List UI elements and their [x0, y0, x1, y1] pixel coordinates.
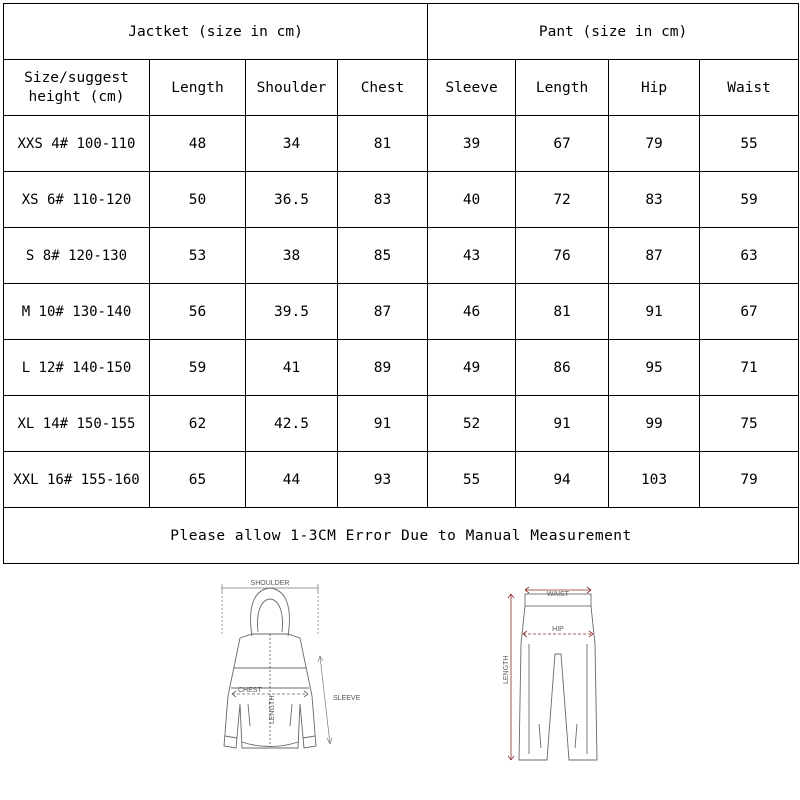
- table-cell: 40: [428, 172, 516, 228]
- table-cell: 38: [246, 228, 338, 284]
- size-header-line1: Size/suggest: [24, 69, 129, 86]
- shoulder-label: SHOULDER: [250, 580, 290, 587]
- table-cell: 48: [150, 116, 246, 172]
- column-header: Hip: [609, 60, 700, 116]
- table-cell: 93: [338, 452, 428, 508]
- table-cell: 95: [609, 340, 700, 396]
- table-cell: 62: [150, 396, 246, 452]
- table-row: [4, 340, 799, 396]
- table-cell: 87: [338, 284, 428, 340]
- table-cell: 91: [338, 396, 428, 452]
- column-header: Length: [516, 60, 609, 116]
- table-cell: 94: [516, 452, 609, 508]
- size-chart-table: [3, 3, 799, 564]
- table-cell: 76: [516, 228, 609, 284]
- table-row: [4, 228, 799, 284]
- table-row: [4, 452, 799, 508]
- column-header-row: [4, 60, 799, 116]
- table-cell: 103: [609, 452, 700, 508]
- table-cell: 83: [338, 172, 428, 228]
- column-header: Sleeve: [428, 60, 516, 116]
- table-cell: 53: [150, 228, 246, 284]
- table-cell: 85: [338, 228, 428, 284]
- column-header: Chest: [338, 60, 428, 116]
- table-cell: 59: [150, 340, 246, 396]
- table-cell: 79: [700, 452, 799, 508]
- hip-label: HIP: [552, 626, 564, 633]
- table-cell: 81: [338, 116, 428, 172]
- table-cell: 86: [516, 340, 609, 396]
- column-header: Shoulder: [246, 60, 338, 116]
- table-cell: 59: [700, 172, 799, 228]
- jacket-diagram: [200, 576, 370, 766]
- size-cell: S 8# 120-130: [4, 228, 150, 284]
- table-cell: 55: [428, 452, 516, 508]
- pant-length-label: LENGTH: [503, 655, 510, 684]
- table-cell: 46: [428, 284, 516, 340]
- size-cell: XS 6# 110-120: [4, 172, 150, 228]
- table-cell: 72: [516, 172, 609, 228]
- table-cell: 41: [246, 340, 338, 396]
- size-column-header: [4, 60, 150, 116]
- sleeve-label: SLEEVE: [333, 695, 361, 702]
- column-header: Waist: [700, 60, 799, 116]
- table-row: [4, 172, 799, 228]
- table-cell: 34: [246, 116, 338, 172]
- table-cell: 36.5: [246, 172, 338, 228]
- table-cell: 91: [516, 396, 609, 452]
- table-cell: 50: [150, 172, 246, 228]
- table-cell: 67: [516, 116, 609, 172]
- size-cell: M 10# 130-140: [4, 284, 150, 340]
- table-cell: 55: [700, 116, 799, 172]
- table-cell: 39: [428, 116, 516, 172]
- table-cell: 91: [609, 284, 700, 340]
- table-cell: 79: [609, 116, 700, 172]
- table-cell: 43: [428, 228, 516, 284]
- table-row: [4, 396, 799, 452]
- size-cell: L 12# 140-150: [4, 340, 150, 396]
- table-cell: 71: [700, 340, 799, 396]
- length-label: LENGTH: [269, 695, 276, 724]
- table-cell: 81: [516, 284, 609, 340]
- waist-label: WAIST: [547, 591, 569, 598]
- table-cell: 44: [246, 452, 338, 508]
- column-header: Length: [150, 60, 246, 116]
- table-row: [4, 284, 799, 340]
- size-cell: XXS 4# 100-110: [4, 116, 150, 172]
- size-cell: XL 14# 150-155: [4, 396, 150, 452]
- note-row: [4, 508, 799, 564]
- measurement-note: Please allow 1-3CM Error Due to Manual Measurement: [4, 508, 799, 564]
- table-cell: 99: [609, 396, 700, 452]
- table-cell: 52: [428, 396, 516, 452]
- table-cell: 83: [609, 172, 700, 228]
- pant-diagram: [495, 584, 615, 769]
- table-cell: 39.5: [246, 284, 338, 340]
- table-cell: 89: [338, 340, 428, 396]
- table-row: [4, 116, 799, 172]
- chest-label: CHEST: [238, 687, 262, 694]
- table-cell: 42.5: [246, 396, 338, 452]
- jacket-sketch: [200, 576, 370, 766]
- size-header-line2: height (cm): [28, 88, 125, 105]
- table-cell: 87: [609, 228, 700, 284]
- table-cell: 56: [150, 284, 246, 340]
- group-header-row: [4, 4, 799, 60]
- table-cell: 67: [700, 284, 799, 340]
- table-cell: 63: [700, 228, 799, 284]
- table-cell: 49: [428, 340, 516, 396]
- table-cell: 65: [150, 452, 246, 508]
- pant-group-header: Pant (size in cm): [428, 4, 799, 60]
- table-cell: 75: [700, 396, 799, 452]
- jacket-group-header: Jactket (size in cm): [4, 4, 428, 60]
- pant-sketch: [495, 584, 615, 769]
- size-cell: XXL 16# 155-160: [4, 452, 150, 508]
